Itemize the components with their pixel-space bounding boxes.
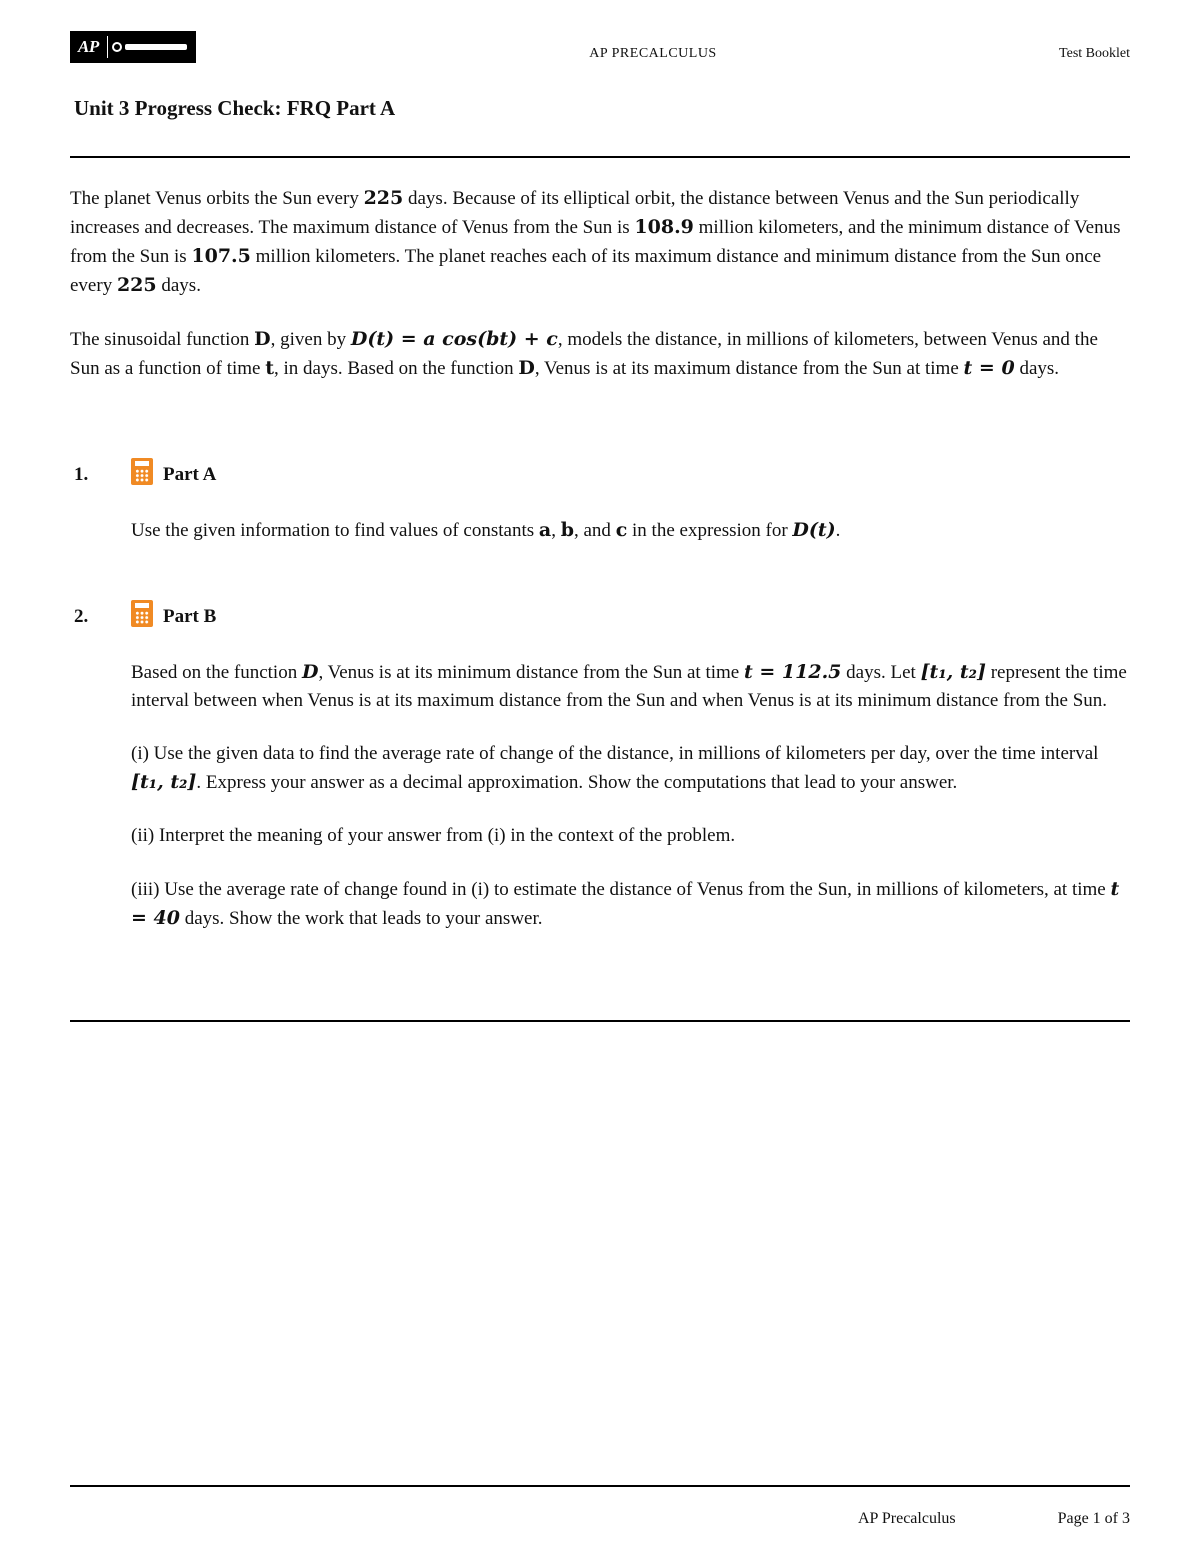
part-b-intro: Based on the function D, Venus is at its minimum distance from the Sun at time t = 112.5 days. Let [t₁, t₂] represent the time interval between when Venus is at its maximum distance from the Sun and when Venus is at its minimum distance from the Sun.	[131, 661, 1127, 711]
question-number: 1.	[74, 464, 89, 485]
part-b-item-ii: (ii) Interpret the meaning of your answer from (i) in the context of the problem.	[131, 825, 736, 846]
question-prompt	[131, 658, 1131, 933]
model-formula: D(t) = a cos(bt) + c	[350, 328, 558, 350]
page-title: Unit 3 Progress Check: FRQ Part A	[74, 96, 396, 120]
header-divider	[70, 156, 1130, 158]
stimulus-paragraph-2: The sinusoidal function D, given by D(t) = a cos(bt) + c, models the distance, in millions of kilometers, between Venus and the Sun as a function of time t, in days. Based on the function D, Venus is at its maximum distance from the Sun at time t = 0 days.	[70, 328, 1098, 379]
footer-course: AP Precalculus	[858, 1510, 956, 1527]
calculator-icon	[131, 458, 153, 485]
stimulus-paragraph-1: The planet Venus orbits the Sun every 225 days. Because of its elliptical orbit, the distance between Venus and the Sun periodically increases and decreases. The maximum distance of Venus from the Sun is 108.9 million kilometers, and the minimum distance of Venus from the Sun is 107.5 million kilometers. The planet reaches each of its maximum distance and minimum distance from the Sun once every 225 days.	[70, 187, 1121, 296]
footer-divider	[70, 1485, 1130, 1487]
page-number: Page 1 of 3	[1057, 1510, 1130, 1527]
calculator-icon	[131, 600, 153, 627]
header-booklet: Test Booklet	[1059, 46, 1130, 61]
question-number: 2.	[74, 606, 89, 627]
question-prompt: Use the given information to find values of constants a, b, and c in the expression for D(t).	[131, 519, 841, 541]
question-part-label: Part A	[163, 464, 217, 485]
problem-stimulus	[70, 184, 1130, 383]
logo-ap-text: AP	[78, 37, 99, 56]
question-part-label: Part B	[163, 606, 217, 627]
header-course: AP PRECALCULUS	[589, 46, 717, 61]
part-b-item-i: (i) Use the given data to find the average rate of change of the distance, in millions of kilometers per day, over the time interval [t₁, t₂]. Express your answer as a decimal approximation. Show the computations that lead to your answer.	[131, 743, 1099, 793]
content-divider	[70, 1020, 1130, 1022]
part-b-item-iii: (iii) Use the average rate of change found in (i) to estimate the distance of Venus from the Sun, in millions of kilometers, at time t = 40 days. Show the work that leads to your answer.	[131, 878, 1120, 929]
